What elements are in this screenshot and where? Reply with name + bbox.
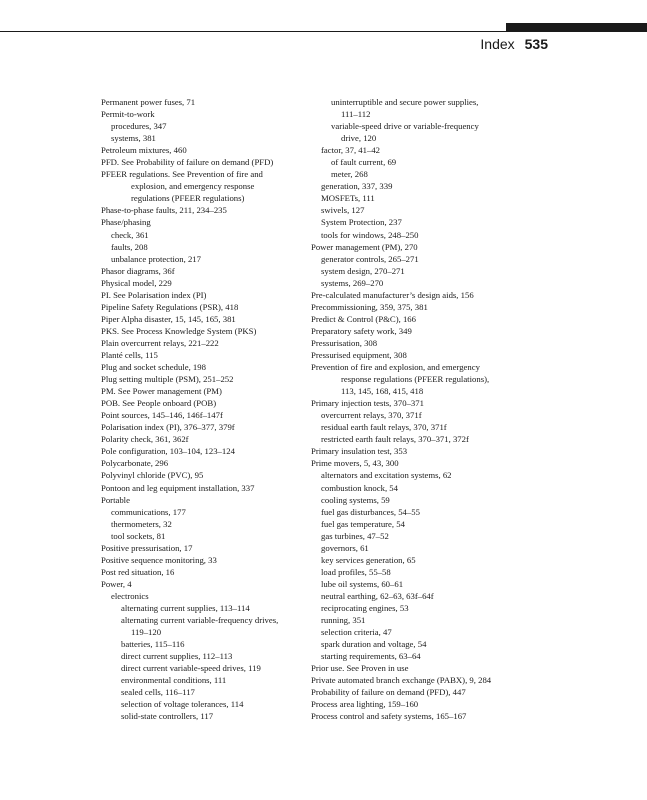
index-entry: POB. See People onboard (POB) xyxy=(101,398,217,409)
index-entry: Private automated branch exchange (PABX), 9, 284 xyxy=(311,675,492,686)
index-entry: Positive sequence monitoring, 33 xyxy=(101,554,217,565)
index-entry: Permanent power fuses, 71 xyxy=(101,97,196,107)
index-entry: environmental conditions, 111 xyxy=(121,675,227,686)
index-entry: generator controls, 265–271 xyxy=(321,253,419,264)
index-entry: alternating current supplies, 113–114 xyxy=(121,602,250,613)
index-entry: Prevention of fire and explosion, and emergency xyxy=(311,362,480,373)
index-entry: Petroleum mixtures, 460 xyxy=(101,145,187,156)
index-entry: running, 351 xyxy=(321,615,366,626)
index-entry: Plain overcurrent relays, 221–222 xyxy=(101,337,219,348)
index-entry: starting requirements, 63–64 xyxy=(321,651,421,662)
index-entry: generation, 337, 339 xyxy=(321,181,393,192)
index-entry: PI. See Polarisation index (PI) xyxy=(101,289,207,300)
index-entry: PM. See Power management (PM) xyxy=(101,386,222,397)
index-entry: Polycarbonate, 296 xyxy=(101,458,169,469)
index-entry: response regulations (PFEER regulations), xyxy=(341,374,490,385)
index-entry: neutral earthing, 62–63, 63f–64f xyxy=(321,590,434,601)
index-entry: meter, 268 xyxy=(331,169,368,180)
index-entry: Plug and socket schedule, 198 xyxy=(101,362,206,373)
index-entry: combustion knock, 54 xyxy=(321,482,398,493)
index-entry: Prior use. See Proven in use xyxy=(311,663,409,674)
index-entry: PFD. See Probability of failure on demand (PFD) xyxy=(101,157,274,168)
index-entry: explosion, and emergency response xyxy=(131,181,255,192)
index-entry: Power, 4 xyxy=(101,578,132,589)
index-entry: lube oil systems, 60–61 xyxy=(321,578,404,589)
index-entry: Pressurised equipment, 308 xyxy=(311,349,407,360)
index-entry: Phase-to-phase faults, 211, 234–235 xyxy=(101,205,227,216)
index-entry: Portable xyxy=(101,494,130,505)
index-entry: factor, 37, 41–42 xyxy=(321,145,381,156)
index-entry: selection criteria, 47 xyxy=(321,627,392,638)
index-entry: unbalance protection, 217 xyxy=(111,253,201,264)
index-entry: Point sources, 145–146, 146f–147f xyxy=(101,410,223,421)
page-number: 535 xyxy=(524,36,548,52)
index-entry: 113, 145, 168, 415, 418 xyxy=(341,386,424,397)
index-entry: Process area lighting, 159–160 xyxy=(311,699,419,710)
index-entry: batteries, 115–116 xyxy=(121,639,185,650)
index-entry: tool sockets, 81 xyxy=(111,530,166,541)
index-entry: Phasor diagrams, 36f xyxy=(101,265,175,276)
index-entry: cooling systems, 59 xyxy=(321,494,390,505)
index-entry: selection of voltage tolerances, 114 xyxy=(121,699,244,710)
index-entry: Pole configuration, 103–104, 123–124 xyxy=(101,446,235,457)
index-entry: thermometers, 32 xyxy=(111,518,172,529)
index-entry: communications, 177 xyxy=(111,506,186,517)
index-entry: Polarisation index (PI), 376–377, 379f xyxy=(101,422,235,433)
index-entry: Power management (PM), 270 xyxy=(311,241,418,252)
index-entry: drive, 120 xyxy=(341,133,377,144)
index-entry: uninterruptible and secure power supplies, xyxy=(331,97,479,107)
index-entry: PFEER regulations. See Prevention of fire and xyxy=(101,169,263,180)
index-entry: restricted earth fault relays, 370–371, 372f xyxy=(321,434,469,445)
index-entry: Phase/phasing xyxy=(101,217,151,228)
index-entry: governors, 61 xyxy=(321,542,369,553)
index-entry: residual earth fault relays, 370, 371f xyxy=(321,422,447,433)
index-entry: Preparatory safety work, 349 xyxy=(311,325,412,336)
index-entry: procedures, 347 xyxy=(111,121,167,132)
index-column-right xyxy=(311,96,547,722)
header-rule xyxy=(0,31,647,32)
index-entry: tools for windows, 248–250 xyxy=(321,229,419,240)
index-entry: systems, 269–270 xyxy=(321,277,384,288)
index-entry: Planté cells, 115 xyxy=(101,349,158,360)
index-entry: 111–112 xyxy=(341,109,371,120)
index-entry: variable-speed drive or variable-frequency xyxy=(331,121,479,132)
index-entry: Process control and safety systems, 165–167 xyxy=(311,711,467,722)
header-bar xyxy=(506,23,647,31)
index-entry: fuel gas temperature, 54 xyxy=(321,518,405,529)
index-entry: key services generation, 65 xyxy=(321,554,416,565)
running-head xyxy=(480,36,548,52)
index-entry: system design, 270–271 xyxy=(321,265,405,276)
index-entry: Probability of failure on demand (PFD), 447 xyxy=(311,687,466,698)
index-entry: System Protection, 237 xyxy=(321,217,402,228)
index-entry: alternating current variable-frequency drives, xyxy=(121,615,279,626)
index-entry: load profiles, 55–58 xyxy=(321,566,391,577)
index-entry: gas turbines, 47–52 xyxy=(321,530,389,541)
index-entry: reciprocating engines, 53 xyxy=(321,602,409,613)
index-entry: Pipeline Safety Regulations (PSR), 418 xyxy=(101,301,239,312)
index-entry: Pontoon and leg equipment installation, 337 xyxy=(101,482,255,493)
index-entry: sealed cells, 116–117 xyxy=(121,687,195,698)
index-entry: check, 361 xyxy=(111,229,149,240)
index-entry: solid-state controllers, 117 xyxy=(121,711,214,722)
index-entry: Pre-calculated manufacturer’s design aids, 156 xyxy=(311,289,474,300)
index-entry: PKS. See Process Knowledge System (PKS) xyxy=(101,325,257,336)
index-entry: systems, 381 xyxy=(111,133,156,144)
index-entry: spark duration and voltage, 54 xyxy=(321,639,427,650)
index-entry: Piper Alpha disaster, 15, 145, 165, 381 xyxy=(101,313,236,324)
index-entry: alternators and excitation systems, 62 xyxy=(321,470,452,481)
index-entry: Primary insulation test, 353 xyxy=(311,446,408,457)
index-entry: overcurrent relays, 370, 371f xyxy=(321,410,422,421)
index-entry: Plug setting multiple (PSM), 251–252 xyxy=(101,374,234,385)
index-column-left xyxy=(101,96,337,722)
index-entry: Physical model, 229 xyxy=(101,277,172,288)
index-entry: swivels, 127 xyxy=(321,205,365,216)
index-entry: of fault current, 69 xyxy=(331,157,397,168)
index-entry: faults, 208 xyxy=(111,241,148,252)
index-entry: Permit-to-work xyxy=(101,109,155,120)
index-entry: direct current variable-speed drives, 119 xyxy=(121,663,261,674)
index-entry: fuel gas disturbances, 54–55 xyxy=(321,506,420,517)
index-entry: MOSFETs, 111 xyxy=(321,193,375,204)
index-entry: Post red situation, 16 xyxy=(101,566,175,577)
index-entry: Pressurisation, 308 xyxy=(311,337,378,348)
index-entry: regulations (PFEER regulations) xyxy=(131,193,245,204)
index-entry: electronics xyxy=(111,590,149,601)
index-entry: Polarity check, 361, 362f xyxy=(101,434,189,445)
index-entry: 119–120 xyxy=(131,627,162,638)
index-entry: Predict & Control (P&C), 166 xyxy=(311,313,416,324)
section-label: Index xyxy=(480,36,515,52)
index-entry: Primary injection tests, 370–371 xyxy=(311,398,424,409)
index-entry: Positive pressurisation, 17 xyxy=(101,542,193,553)
index-entry: Prime movers, 5, 43, 300 xyxy=(311,458,399,469)
index-entry: direct current supplies, 112–113 xyxy=(121,651,233,662)
index-entry: Polyvinyl chloride (PVC), 95 xyxy=(101,470,204,481)
index-entry: Precommissioning, 359, 375, 381 xyxy=(311,301,428,312)
